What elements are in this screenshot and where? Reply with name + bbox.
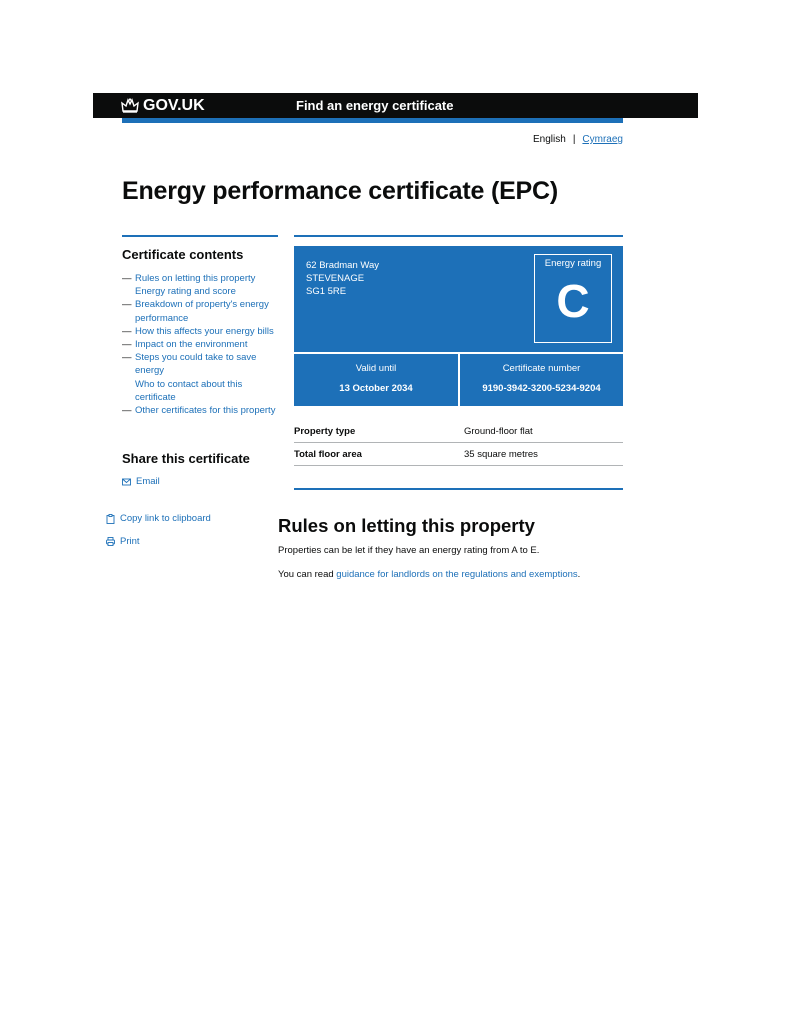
contents-link-other-certificates[interactable]: Other certificates for this property	[135, 405, 276, 417]
rules-guidance-paragraph: You can read guidance for landlords on the regulations and exemptions.	[278, 569, 581, 580]
property-address	[306, 259, 379, 298]
contents-link-steps[interactable]: Steps you could take to save energy	[135, 352, 257, 377]
language-separator: |	[572, 134, 576, 145]
contents-item	[122, 378, 282, 404]
address-line-2: STEVENAGE	[306, 273, 365, 284]
contents-item: — Breakdown of property's energy performance	[122, 298, 282, 324]
envelope-icon	[122, 478, 131, 486]
property-summary-list	[294, 420, 623, 466]
main-section-divider	[294, 488, 623, 490]
govuk-logo-link[interactable]	[121, 96, 205, 115]
contents-link-energy-rating[interactable]: Energy rating and score	[135, 286, 236, 298]
summary-row	[294, 420, 623, 443]
header-blue-bar	[122, 118, 623, 123]
rules-paragraph: Properties can be let if they have an energy rating from A to E.	[278, 545, 540, 556]
energy-rating-box	[534, 254, 612, 343]
printer-icon	[106, 537, 115, 546]
certificate-summary-box	[294, 246, 623, 406]
contents-link-environment[interactable]: Impact on the environment	[135, 339, 248, 351]
language-english: English	[533, 134, 566, 145]
main-top-divider	[294, 235, 623, 237]
energy-rating-letter: C	[556, 275, 590, 327]
rules-heading: Rules on letting this property	[278, 515, 535, 536]
summary-value: Ground-floor flat	[464, 425, 533, 437]
summary-value: 35 square metres	[464, 448, 538, 460]
print-button[interactable]: Print	[106, 536, 140, 547]
contents-link-rules[interactable]: Rules on letting this property	[135, 273, 256, 284]
contents-item: — Steps you could take to save energy	[122, 351, 282, 377]
contents-item: — Impact on the environment	[122, 339, 248, 351]
valid-until-label: Valid until	[355, 363, 397, 374]
landlord-guidance-link[interactable]: guidance for landlords on the regulations and exemptions	[336, 569, 578, 580]
sidebar-divider	[122, 235, 278, 237]
logo-text: GOV.UK	[143, 96, 205, 114]
clipboard-icon	[106, 514, 115, 524]
language-welsh-link[interactable]: Cymraeg	[582, 134, 623, 145]
contents-item: — Other certificates for this property	[122, 405, 276, 417]
contents-list	[122, 272, 282, 417]
contents-link-energy-bills[interactable]: How this affects your energy bills	[135, 325, 274, 337]
valid-until-value: 13 October 2034	[339, 383, 413, 394]
certificate-number-value: 9190-3942-3200-5234-9204	[482, 383, 601, 394]
email-share-link[interactable]: Email	[122, 476, 160, 487]
contents-link-contact[interactable]: Who to contact about this certificate	[135, 378, 243, 403]
contents-item	[122, 285, 282, 298]
energy-rating-label: Energy rating	[544, 258, 602, 269]
address-line-1: 62 Bradman Way	[306, 260, 380, 271]
share-title: Share this certificate	[122, 451, 250, 466]
valid-until-cell	[294, 354, 458, 406]
summary-key: Total floor area	[294, 448, 362, 460]
certificate-number-label: Certificate number	[502, 363, 581, 374]
contents-link-breakdown[interactable]: Breakdown of property's energy performance	[135, 299, 269, 324]
certificate-number-cell	[460, 354, 623, 406]
summary-key: Property type	[294, 425, 356, 437]
contents-item: — How this affects your energy bills	[122, 325, 274, 337]
address-postcode: SG1 5RE	[306, 286, 347, 297]
crown-icon	[121, 98, 139, 113]
copy-link-button[interactable]: Copy link to clipboard	[106, 513, 211, 524]
page-title: Energy performance certificate (EPC)	[122, 177, 559, 205]
service-name-link[interactable]: Find an energy certificate	[296, 98, 454, 113]
contents-item: — Rules on letting this property	[122, 273, 256, 284]
contents-title: Certificate contents	[122, 247, 244, 262]
language-switcher	[533, 134, 623, 145]
summary-row	[294, 443, 623, 466]
